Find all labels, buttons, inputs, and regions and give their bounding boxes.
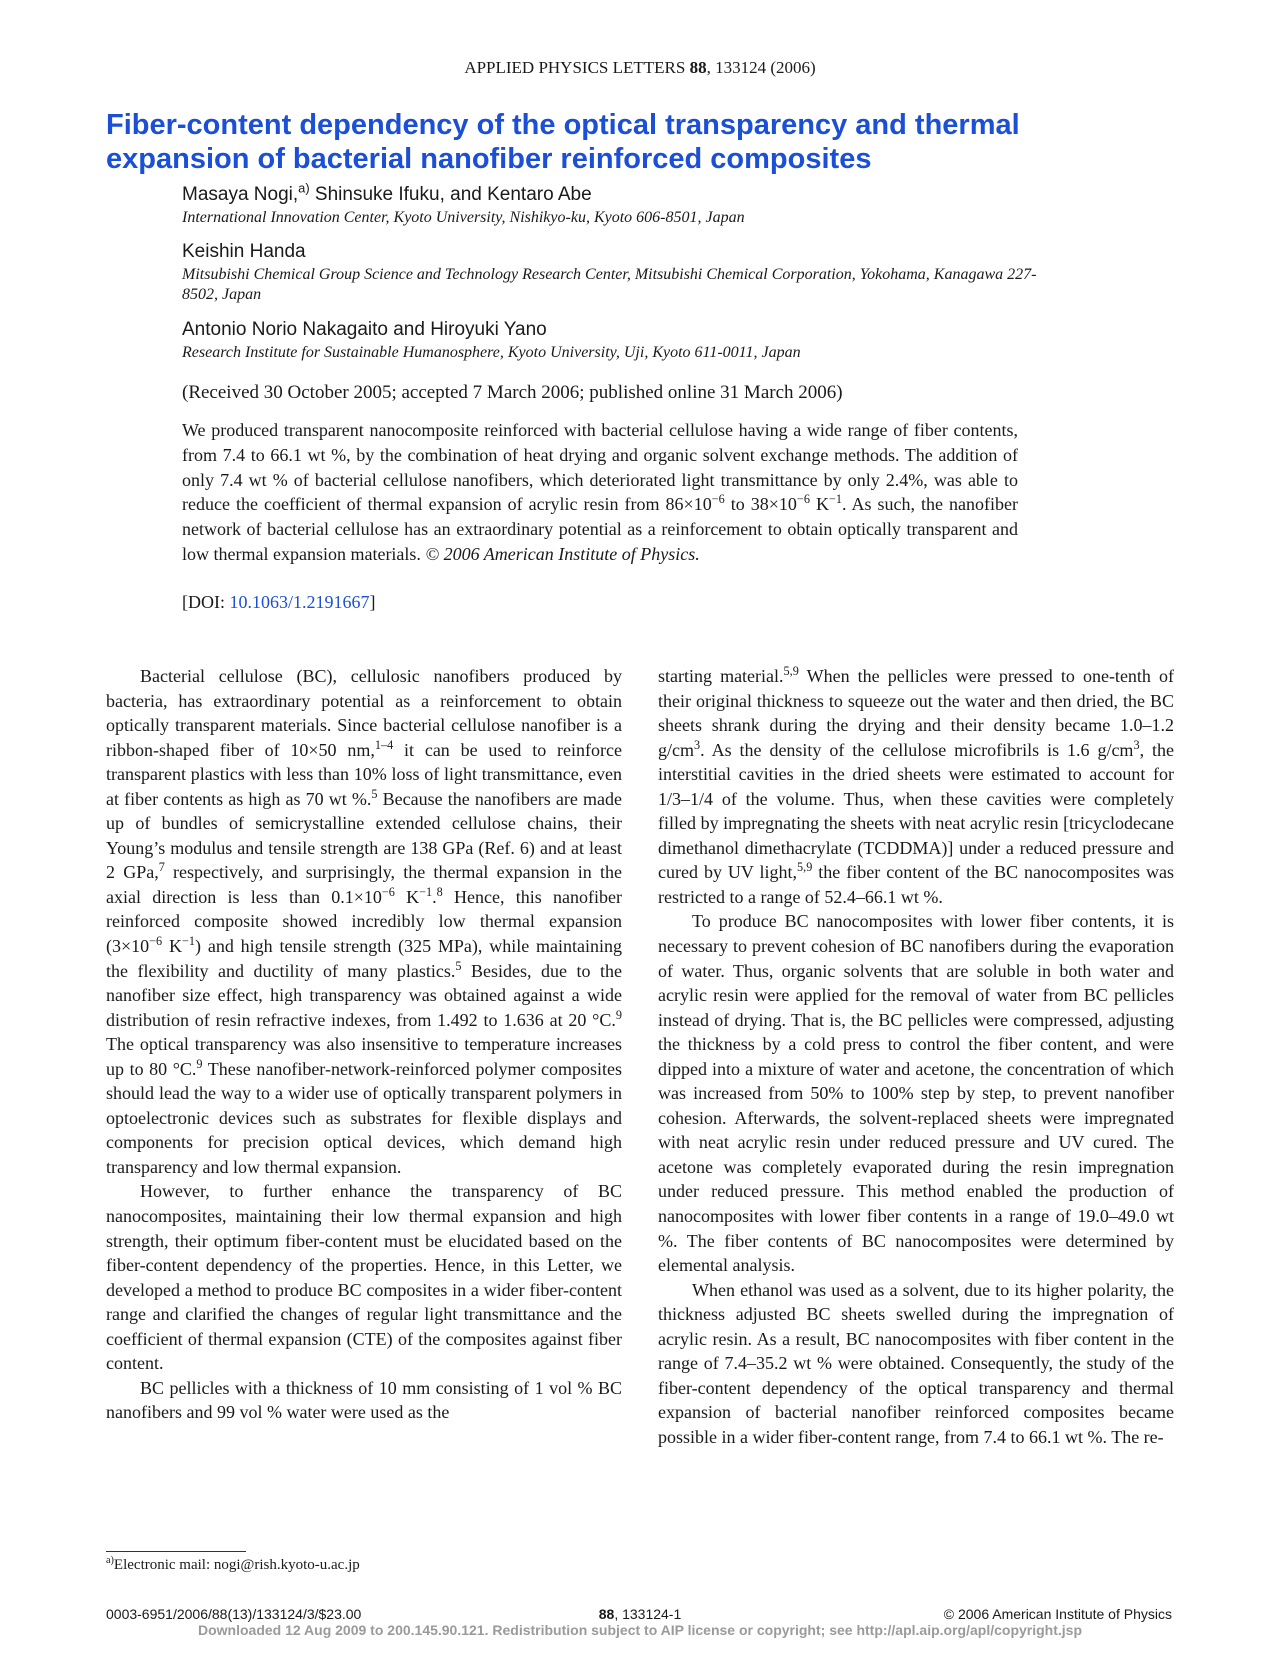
author-footnote-marker: a) (298, 180, 310, 196)
paragraph: However, to further enhance the transparency of BC nanocomposites, maintaining their low thermal expansion and high strength, their optimum fiber-content must be elucidated based on the fiber-content dependency of the properties. Hence, in this Letter, we developed a method to produce BC composites in a wider fiber-content range and clarified the changes of regular light transmittance and the coefficient of thermal expansion (CTE) of the composites against fiber content. (106, 1181, 622, 1374)
footnote: $^{a)}$Electronic mail: nogi@rish.kyoto-u.ac.jp (106, 1555, 360, 1573)
footer-copyright: © 2006 American Institute of Physics (943, 1606, 1172, 1622)
paragraph: BC pellicles with a thickness of 10 mm consisting of 1 vol % BC nanofibers and 99 vol % water were used as the (106, 1377, 622, 1423)
copyright-notice: © 2006 American Institute of Physics. (425, 543, 700, 564)
paragraph: To produce BC nanocomposites with lower fiber contents, it is necessary to prevent cohesion of BC nanofibers during the evaporation of water. Thus, organic solvents that are soluble in both water and acrylic resin were applied for the removal of water from BC pellicles instead of drying. That is, the BC pellicles were compressed, adjusting the thickness by a cold press to control the fiber content, and were dipped into a mixture of water and acetone, the concentration of which was increased from 50% to 100% step by step, to prevent nanofiber cohesion. Afterwards, the solvent-replaced sheets were impregnated with neat acrylic resin under reduced pressure and UV cured. The acetone was completely evaporated during the resin impregnation under reduced pressure. This method enabled the production of nanocomposites with lower fiber contents in a range of 19.0–49.0 wt %. The fiber contents of BC nanocomposites were determined by elemental analysis. (658, 911, 1174, 1276)
author-line-2: Keishin Handa (182, 241, 306, 262)
paragraph: starting material.$^{5,9}$ When the pellicles were pressed to one-tenth of their original thickness to squeeze out the water and then dried, the BC sheets shrank during the drying and their density became 1.0–1.2 $g/cm^3$. As the density of the cellulose microfibrils is 1.6 $g/cm^3$, the interstitial cavities in the dried sheets were estimated to account for 1/3–1/4 of the volume. Thus, when these cavities were completely filled by impregnating the sheets with neat acrylic resin [tricyclodecane dimethanol dimethacrylate (TCDDMA)] under a reduced pressure and cured by UV light,$^{5,9}$ the fiber content of the BC nanocomposites was restricted to a range of 52.4–66.1 wt %. (658, 664, 1174, 907)
footnote-email: Electronic mail: nogi@rish.kyoto-u.ac.jp (113, 1557, 360, 1573)
author-line-3: Antonio Norio Nakagaito and Hiroyuki Yano (182, 319, 547, 340)
received-dates: (Received 30 October 2005; accepted 7 March 2006; published online 31 March 2006) (182, 382, 843, 403)
footer-page-number: 88, 133124-1 (598, 1606, 682, 1622)
doi-line: [DOI: 10.1063/1.2191667] (182, 592, 376, 612)
paragraph: Bacterial cellulose (BC), cellulosic nanofibers produced by bacteria, has extraordinary potential as a reinforcement to obtain optically transparent materials. Since bacterial cellulose nanofiber is a ribbon-shaped fiber of 10×50 nm,$^{1-4}$ it can be used to reinforce transparent plastics with less than 10% loss of light transmittance, even at fiber contents as high as 70 wt %.$^5$ Because the nanofibers are made up of bundles of semicrystalline extended cellulose chains, their Young’s modulus and tensile strength are 138 GPa (Ref. 6) and at least 2 GPa,$^7$ respectively, and surprisingly, the thermal expansion in the axial direction is less than $0.1\times 10^{-6}$ $K^{-1}.^8$ Hence, this nanofiber reinforced composite showed incredibly low thermal expansion ($3\times 10^{-6}$ $K^{-1}$) and high tensile strength (325 MPa), while maintaining the flexibility and ductility of many plastics.$^5$ Besides, due to the nanofiber size effect, high transparency was obtained against a wide distribution of resin refractive indexes, from 1.492 to 1.636 at 20 °C.$^9$ The optical transparency was also insensitive to temperature increases up to 80 °C.$^9$ These nanofiber-network-reinforced polymer composites should lead the way to a wider use of optically transparent polymers in optoelectronic devices such as substrates for flexible displays and components for precision optical devices, which demand high transparency and low thermal expansion. (106, 666, 623, 1177)
journal-article-info: , 133124 (2006) (706, 58, 816, 77)
footer-issn: 0003-6951/2006/88(13)/133124/3/$23.00 (106, 1606, 362, 1622)
paper-title: Fiber-content dependency of the optical transparency and thermal expansion of bacterial nanofiber reinforced composites (106, 109, 1020, 175)
journal-name: APPLIED PHYSICS LETTERS (464, 58, 686, 77)
download-notice: Downloaded 12 Aug 2009 to 200.145.90.121. Redistribution subject to AIP license or copyright; see http://apl.aip.org/apl/copyright.jsp (197, 1622, 1083, 1638)
affiliation-3: Research Institute for Sustainable Humanosphere, Kyoto University, Uji, Kyoto 611-0011, Japan (182, 344, 801, 361)
abstract: We produced transparent nanocomposite reinforced with bacterial cellulose having a wide range of fiber contents, from 7.4 to 66.1 wt %, by the combination of heat drying and organic solvent exchange methods. The addition of only 7.4 wt % of bacterial cellulose nanofibers, which deteriorated light transmittance by only 2.4%, was able to reduce the coefficient of thermal expansion of acrylic resin from $86\times 10^{-6}$ to $38\times 10^{-6}$ $K^{-1}$. As such, the nanofiber network of bacterial cellulose has an extraordinary potential as a reinforcement to obtain optically transparent and low thermal expansion materials. © 2006 American Institute of Physics. (182, 420, 1018, 564)
author-line-1: Masaya Nogi,$^{a)}$ Shinsuke Ifuku, and Kentaro Abe (182, 180, 592, 205)
doi-link[interactable]: 10.1063/1.2191667 (229, 592, 370, 612)
journal-volume: 88 (689, 58, 707, 77)
affiliation-1: International Innovation Center, Kyoto University, Nishikyo-ku, Kyoto 606-8501, Japan (182, 209, 745, 226)
paragraph: When ethanol was used as a solvent, due to its higher polarity, the thickness adjusted BC sheets swelled during the impregnation of acrylic resin. As a result, BC nanocomposites with fiber content in the range of 7.4–35.2 wt % were obtained. Consequently, the study of the fiber-content dependency of the optical transparency and thermal expansion of bacterial nanofiber reinforced composites became possible in a wider fiber-content range, from 7.4 to 66.1 wt %. The re- (658, 1279, 1174, 1447)
affiliation-2: Mitsubishi Chemical Group Science and Technology Research Center, Mitsubishi Chemical Corporation, Yokohama, Kanagawa 227-8502, Japan (182, 266, 1037, 303)
footnote-divider (106, 1551, 246, 1552)
body-column-right (658, 664, 1174, 1450)
body-column-left (106, 664, 622, 1425)
journal-header (0, 58, 1280, 78)
